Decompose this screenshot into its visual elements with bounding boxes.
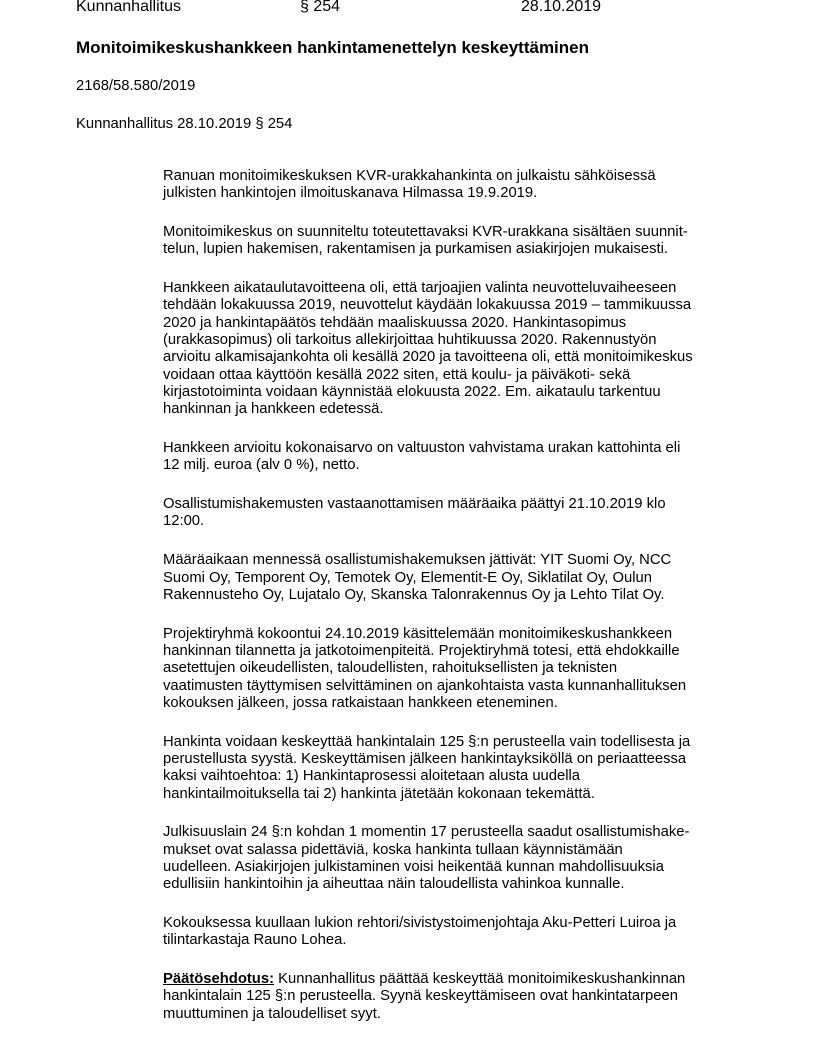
paragraph-line: Hankinta voidaan keskeyttää hankintalain 125 §:n perusteella vain todellisesta ja	[163, 733, 691, 750]
document-title: Monitoimikeskushankkeen hankintamenettelyn keskeyttäminen	[76, 38, 590, 57]
proposal-line: muuttuminen ja taloudelliset syyt.	[163, 1005, 381, 1022]
paragraph-line: Osallistumishakemusten vastaanottamisen määräaika päättyi 21.10.2019 klo	[163, 496, 666, 513]
paragraph-line: Kokouksessa kuullaan lukion rehtori/sivistystoimenjohtaja Aku-Petteri Luiroa ja	[163, 915, 677, 931]
paragraph-line: Suomi Oy, Temporent Oy, Temotek Oy, Elementit-E Oy, Siklatilat Oy, Oulun	[163, 569, 653, 586]
body-paragraph	[163, 440, 743, 475]
paragraph-line: tilintarkastaja Rauno Lohea.	[163, 932, 347, 949]
paragraph-line: voidaan ottaa käyttöön kesällä 2022 siten, että koulu- ja päiväkoti- sekä	[163, 366, 631, 383]
paragraph-line: perustellusta syystä. Keskeyttämisen jälkeen hankintayksiköllä on periaatteessa	[163, 750, 687, 767]
body-paragraph	[163, 496, 743, 531]
paragraph-line: vaatimusten täyttymisen selvittäminen on ajankohtaista vasta kunnanhallituksen	[163, 677, 687, 694]
paragraph-line: 2020 ja hankintapäätös tehdään maaliskuussa 2020. Hankintasopimus	[163, 314, 627, 331]
proposal-first-text: Kunnanhallitus päättää keskeyttää monitoimikeskushankinnan	[274, 971, 686, 988]
paragraph-line: (urakkasopimus) oli tarkoitus allekirjoittaa huhtikuussa 2020. Rakennustyön	[163, 332, 657, 349]
paragraph-line: Hankkeen aikataulutavoitteena oli, että tarjoajien valinta neuvotteluvaiheeseen	[163, 280, 677, 297]
paragraph-line: Monitoimikeskus on suunniteltu toteutettavaksi KVR-urakkana sisältäen suunnit-	[163, 224, 688, 241]
proposal-label: Päätösehdotus:	[163, 971, 274, 988]
paragraph-line: tehdään lokakuussa 2019, neuvottelut käydään lokakuussa 2019 – tammikuussa	[163, 297, 692, 314]
body-paragraph	[163, 915, 743, 950]
paragraph-line: kokouksen jälkeen, jossa ratkaistaan hankkeen eteneminen.	[163, 694, 558, 711]
paragraph-line: uudelleen. Asiakirjojen julkistaminen voisi heikentää kunnan mahdollisuuksia	[163, 858, 664, 875]
header-date: 28.10.2019	[521, 0, 602, 15]
paragraph-line: kirjastotoiminta voidaan käynnistää elokuusta 2022. Em. aikataulu tarkentuu	[163, 383, 661, 400]
paragraph-line: kaksi vaihtoehtoa: 1) Hankintaprosessi aloitetaan alusta uudella	[163, 768, 581, 785]
proposal-first-line	[163, 971, 743, 988]
header-organ: Kunnanhallitus	[76, 0, 181, 15]
body-paragraph	[163, 626, 743, 712]
paragraph-line: hankintailmoituksella tai 2) hankinta jätetään kokonaan tekemättä.	[163, 785, 595, 802]
body-paragraph	[163, 224, 743, 259]
paragraph-line: 12 milj. euroa (alv 0 %), netto.	[163, 457, 360, 474]
paragraph-line: Julkisuuslain 24 §:n kohdan 1 momentin 17 perusteella saadut osallistumishake-	[163, 824, 690, 841]
meeting-reference: Kunnanhallitus 28.10.2019 § 254	[76, 116, 293, 132]
paragraph-line: mukset ovat salassa pidettäviä, koska hankinta tullaan käynnistämään	[163, 841, 623, 858]
proposal-line: hankintalain 125 §:n perusteella. Syynä keskeyttämiseen ovat hankintatarpeen	[163, 988, 678, 1005]
paragraph-line: asetettujen oikeudellisten, taloudellisten, rahoituksellisten ja teknisten	[163, 660, 618, 677]
body-paragraph	[163, 168, 743, 203]
paragraph-line: arvioitu alkamisajankohta oli kesällä 2020 ja tavoitteena oli, että monitoimikeskus	[163, 349, 693, 366]
paragraph-line: 12:00.	[163, 513, 205, 530]
body-text	[163, 168, 743, 1044]
paragraph-line: telun, lupien hakemisen, rakentamisen ja purkamisen asiakirjojen mukaisesti.	[163, 241, 668, 258]
header-section: § 254	[300, 0, 341, 15]
decision-proposal	[163, 971, 743, 1023]
proposal-lines	[163, 988, 743, 1023]
diary-number: 2168/58.580/2019	[76, 78, 196, 94]
paragraph-line: Hankkeen arvioitu kokonaisarvo on valtuuston vahvistama urakan kattohinta eli	[163, 440, 681, 457]
body-paragraph	[163, 734, 743, 803]
paragraph-list	[163, 168, 743, 950]
paragraph-line: edullisiin hankintoihin ja aiheuttaa näin taloudellista vahinkoa kunnalle.	[163, 876, 625, 893]
paragraph-line: hankinnan ja hankkeen edetessä.	[163, 401, 384, 418]
body-paragraph	[163, 824, 743, 893]
paragraph-line: hankinnan tilannetta ja jatkotoimenpiteitä. Projektiryhmä totesi, että ehdokkaille	[163, 642, 680, 659]
paragraph-line: Projektiryhmä kokoontui 24.10.2019 käsittelemään monitoimikeskushankkeen	[163, 625, 673, 642]
paragraph-line: Rakennusteho Oy, Lujatalo Oy, Skanska Talonrakennus Oy ja Lehto Tilat Oy.	[163, 586, 665, 603]
body-paragraph	[163, 552, 743, 604]
body-paragraph	[163, 280, 743, 418]
paragraph-line: julkisten hankintojen ilmoituskanava Hilmassa 19.9.2019.	[163, 185, 538, 202]
paragraph-line: Ranuan monitoimikeskuksen KVR-urakkahankinta on julkaistu sähköisessä	[163, 168, 656, 184]
paragraph-line: Määräaikaan mennessä osallistumishakemuksen jättivät: YIT Suomi Oy, NCC	[163, 552, 672, 569]
